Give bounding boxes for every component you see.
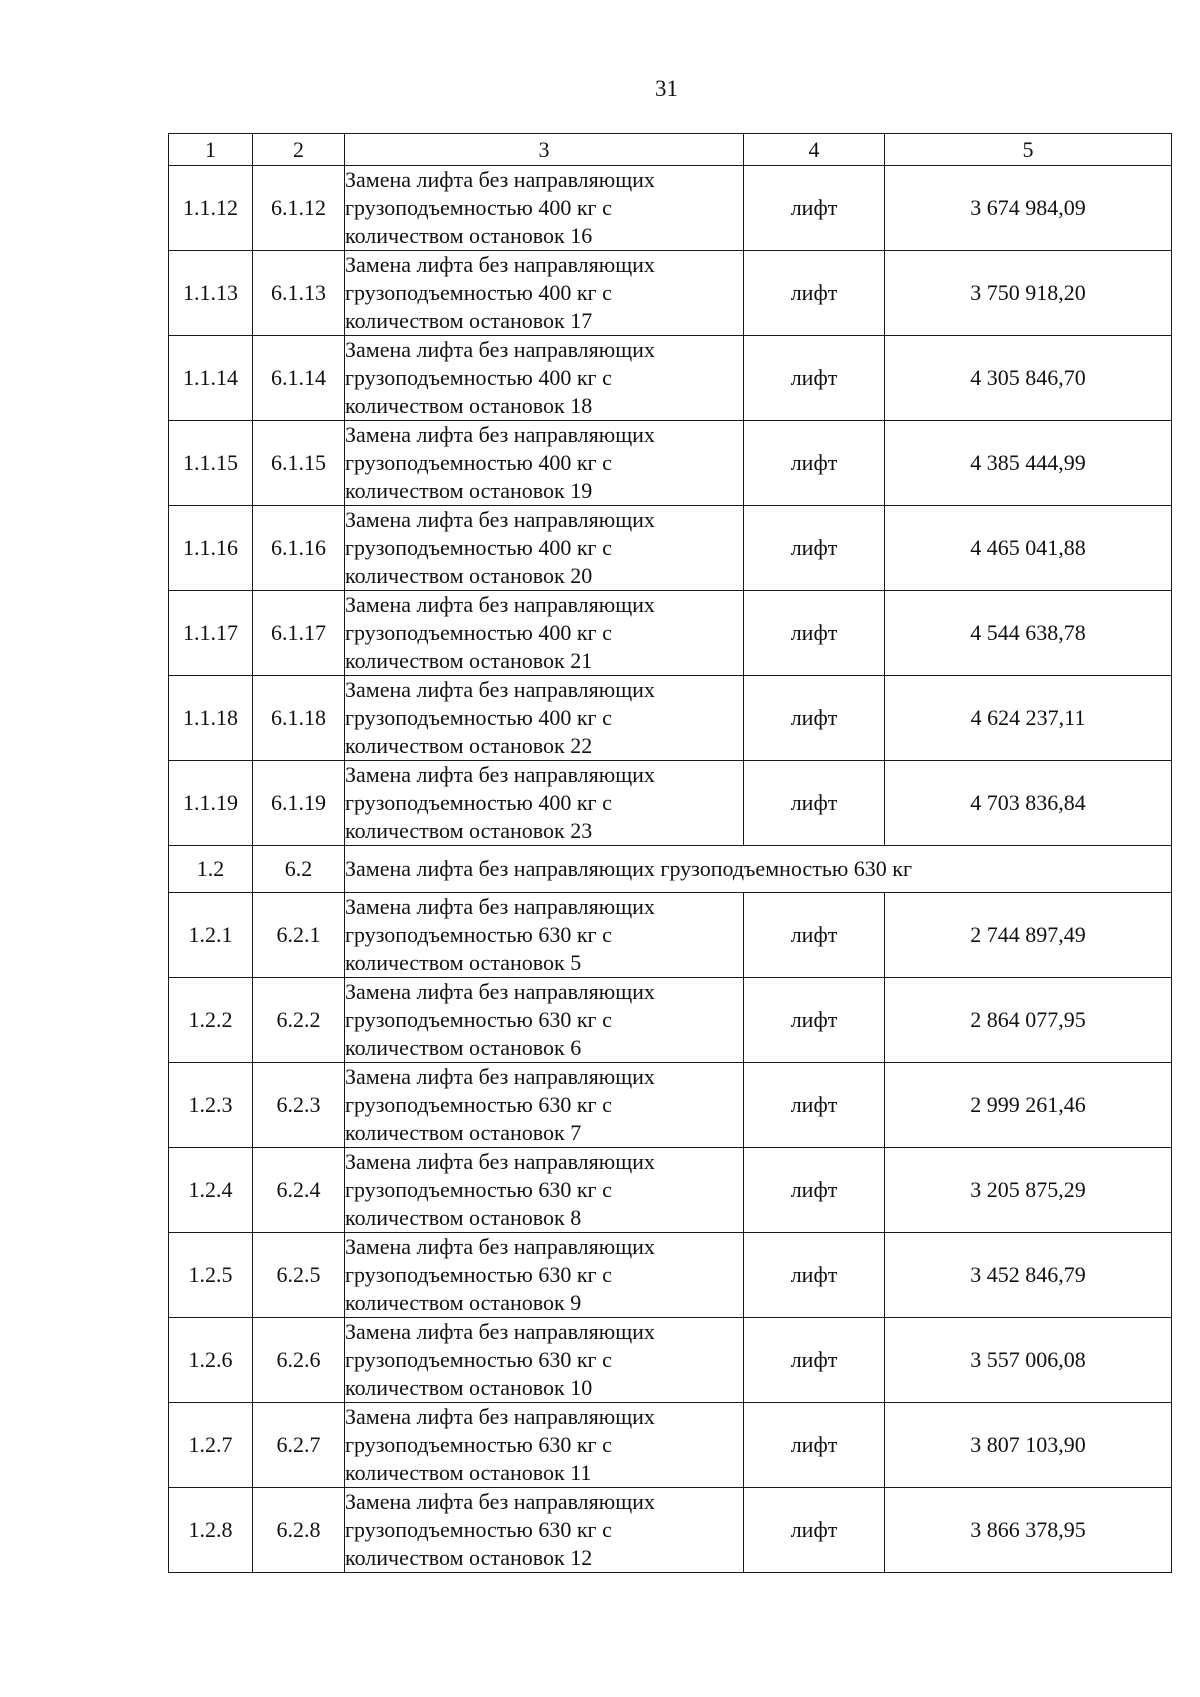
description-line: Замена лифта без направляющих <box>345 979 655 1004</box>
description-line: количеством остановок 11 <box>345 1460 592 1485</box>
description-line: Замена лифта без направляющих <box>345 592 655 617</box>
description-line: грузоподъемностью 400 кг с <box>345 450 612 475</box>
price-cell: 2 864 077,95 <box>885 978 1172 1063</box>
description-line: количеством остановок 7 <box>345 1120 582 1145</box>
price-table <box>168 133 1172 1573</box>
work-description-cell <box>345 893 744 978</box>
row-number-cell: 1.1.19 <box>169 761 253 846</box>
table-row <box>169 676 1172 761</box>
work-description-cell <box>345 166 744 251</box>
description-line: грузоподъемностью 400 кг с <box>345 280 612 305</box>
unit-cell: лифт <box>744 336 885 421</box>
row-number-cell: 1.1.13 <box>169 251 253 336</box>
price-cell: 3 452 846,79 <box>885 1233 1172 1318</box>
row-code-cell: 6.2.8 <box>253 1488 345 1573</box>
description-line: количеством остановок 17 <box>345 308 593 333</box>
unit-cell: лифт <box>744 1403 885 1488</box>
price-cell: 4 544 638,78 <box>885 591 1172 676</box>
description-line: Замена лифта без направляющих <box>345 762 655 787</box>
table-row <box>169 166 1172 251</box>
price-cell: 4 305 846,70 <box>885 336 1172 421</box>
description-line: количеством остановок 10 <box>345 1375 593 1400</box>
work-description-cell <box>345 1063 744 1148</box>
row-number-cell: 1.2.4 <box>169 1148 253 1233</box>
description-line: количеством остановок 20 <box>345 563 593 588</box>
row-number-cell: 1.1.18 <box>169 676 253 761</box>
table-row <box>169 978 1172 1063</box>
description-line: Замена лифта без направляющих <box>345 1064 655 1089</box>
description-line: грузоподъемностью 630 кг с <box>345 1007 612 1032</box>
row-code-cell: 6.2.7 <box>253 1403 345 1488</box>
price-cell: 3 557 006,08 <box>885 1318 1172 1403</box>
unit-cell: лифт <box>744 166 885 251</box>
row-number-cell: 1.2.3 <box>169 1063 253 1148</box>
description-line: грузоподъемностью 630 кг с <box>345 1517 612 1542</box>
table-row <box>169 1403 1172 1488</box>
price-cell: 3 807 103,90 <box>885 1403 1172 1488</box>
row-number-cell: 1.2.7 <box>169 1403 253 1488</box>
table-row <box>169 761 1172 846</box>
table-row <box>169 1318 1172 1403</box>
row-number-cell: 1.2 <box>169 846 253 893</box>
row-number-cell: 1.1.15 <box>169 421 253 506</box>
row-code-cell: 6.2.5 <box>253 1233 345 1318</box>
description-line: количеством остановок 19 <box>345 478 593 503</box>
description-line: грузоподъемностью 630 кг с <box>345 922 612 947</box>
work-description-cell <box>345 761 744 846</box>
unit-cell: лифт <box>744 251 885 336</box>
row-number-cell: 1.1.12 <box>169 166 253 251</box>
row-number-cell: 1.2.5 <box>169 1233 253 1318</box>
description-line: количеством остановок 18 <box>345 393 593 418</box>
work-description-cell <box>345 251 744 336</box>
description-line: Замена лифта без направляющих <box>345 252 655 277</box>
work-description-cell <box>345 591 744 676</box>
work-description-cell <box>345 978 744 1063</box>
description-line: грузоподъемностью 400 кг с <box>345 620 612 645</box>
unit-cell: лифт <box>744 1063 885 1148</box>
table-header-row <box>169 134 1172 166</box>
description-line: грузоподъемностью 400 кг с <box>345 365 612 390</box>
description-line: грузоподъемностью 400 кг с <box>345 790 612 815</box>
table-group-row <box>169 846 1172 893</box>
unit-cell: лифт <box>744 761 885 846</box>
description-line: количеством остановок 22 <box>345 733 593 758</box>
price-cell: 3 750 918,20 <box>885 251 1172 336</box>
row-code-cell: 6.1.16 <box>253 506 345 591</box>
work-description-cell <box>345 676 744 761</box>
row-code-cell: 6.1.13 <box>253 251 345 336</box>
description-line: Замена лифта без направляющих <box>345 507 655 532</box>
row-code-cell: 6.2.2 <box>253 978 345 1063</box>
description-line: Замена лифта без направляющих <box>345 422 655 447</box>
description-line: количеством остановок 9 <box>345 1290 582 1315</box>
row-code-cell: 6.1.17 <box>253 591 345 676</box>
price-cell: 3 866 378,95 <box>885 1488 1172 1573</box>
unit-cell: лифт <box>744 591 885 676</box>
price-cell: 3 674 984,09 <box>885 166 1172 251</box>
description-line: грузоподъемностью 630 кг с <box>345 1347 612 1372</box>
unit-cell: лифт <box>744 1148 885 1233</box>
row-code-cell: 6.2.3 <box>253 1063 345 1148</box>
price-cell: 2 744 897,49 <box>885 893 1172 978</box>
description-line: грузоподъемностью 630 кг с <box>345 1262 612 1287</box>
price-cell: 3 205 875,29 <box>885 1148 1172 1233</box>
description-line: количеством остановок 5 <box>345 950 582 975</box>
work-description-cell <box>345 421 744 506</box>
description-line: Замена лифта без направляющих <box>345 1489 655 1514</box>
row-number-cell: 1.1.14 <box>169 336 253 421</box>
row-code-cell: 6.1.15 <box>253 421 345 506</box>
price-cell: 4 703 836,84 <box>885 761 1172 846</box>
header-cell-1: 1 <box>169 134 253 166</box>
table-row <box>169 1488 1172 1573</box>
price-cell: 4 624 237,11 <box>885 676 1172 761</box>
header-cell-5: 5 <box>885 134 1172 166</box>
work-description-cell <box>345 1318 744 1403</box>
price-cell: 4 385 444,99 <box>885 421 1172 506</box>
table-row <box>169 421 1172 506</box>
row-code-cell: 6.2.6 <box>253 1318 345 1403</box>
table-row <box>169 1148 1172 1233</box>
price-cell: 2 999 261,46 <box>885 1063 1172 1148</box>
description-line: количеством остановок 12 <box>345 1545 593 1570</box>
header-cell-4: 4 <box>744 134 885 166</box>
unit-cell: лифт <box>744 978 885 1063</box>
page-number: 31 <box>655 76 678 101</box>
description-line: грузоподъемностью 630 кг с <box>345 1177 612 1202</box>
row-number-cell: 1.1.16 <box>169 506 253 591</box>
unit-cell: лифт <box>744 506 885 591</box>
work-description-cell <box>345 1403 744 1488</box>
description-line: количеством остановок 23 <box>345 818 593 843</box>
row-code-cell: 6.2.4 <box>253 1148 345 1233</box>
table-row <box>169 1063 1172 1148</box>
unit-cell: лифт <box>744 893 885 978</box>
unit-cell: лифт <box>744 421 885 506</box>
unit-cell: лифт <box>744 1233 885 1318</box>
row-code-cell: 6.1.14 <box>253 336 345 421</box>
description-line: количеством остановок 6 <box>345 1035 582 1060</box>
header-cell-3: 3 <box>345 134 744 166</box>
table-body <box>169 134 1172 1573</box>
row-number-cell: 1.2.1 <box>169 893 253 978</box>
header-cell-2: 2 <box>253 134 345 166</box>
unit-cell: лифт <box>744 1488 885 1573</box>
table-row <box>169 336 1172 421</box>
description-line: грузоподъемностью 400 кг с <box>345 195 612 220</box>
work-description-cell <box>345 506 744 591</box>
row-code-cell: 6.2 <box>253 846 345 893</box>
description-line: грузоподъемностью 630 кг с <box>345 1432 612 1457</box>
work-description-cell <box>345 1233 744 1318</box>
row-number-cell: 1.1.17 <box>169 591 253 676</box>
row-number-cell: 1.2.6 <box>169 1318 253 1403</box>
work-description-cell <box>345 336 744 421</box>
table-row <box>169 591 1172 676</box>
unit-cell: лифт <box>744 1318 885 1403</box>
work-description-cell <box>345 1148 744 1233</box>
group-title-cell: Замена лифта без направляющих грузоподъемностью 630 кг <box>345 846 1172 893</box>
description-line: Замена лифта без направляющих <box>345 1234 655 1259</box>
table-row <box>169 1233 1172 1318</box>
row-code-cell: 6.1.12 <box>253 166 345 251</box>
description-line: Замена лифта без направляющих <box>345 337 655 362</box>
description-line: количеством остановок 21 <box>345 648 593 673</box>
work-description-cell <box>345 1488 744 1573</box>
description-line: Замена лифта без направляющих <box>345 167 655 192</box>
description-line: грузоподъемностью 400 кг с <box>345 705 612 730</box>
price-cell: 4 465 041,88 <box>885 506 1172 591</box>
table-row <box>169 893 1172 978</box>
description-line: количеством остановок 16 <box>345 223 593 248</box>
row-code-cell: 6.2.1 <box>253 893 345 978</box>
description-line: грузоподъемностью 630 кг с <box>345 1092 612 1117</box>
description-line: Замена лифта без направляющих <box>345 1319 655 1344</box>
unit-cell: лифт <box>744 676 885 761</box>
row-code-cell: 6.1.19 <box>253 761 345 846</box>
description-line: Замена лифта без направляющих <box>345 677 655 702</box>
description-line: Замена лифта без направляющих <box>345 1404 655 1429</box>
description-line: Замена лифта без направляющих <box>345 894 655 919</box>
table-row <box>169 506 1172 591</box>
row-number-cell: 1.2.2 <box>169 978 253 1063</box>
description-line: Замена лифта без направляющих <box>345 1149 655 1174</box>
row-number-cell: 1.2.8 <box>169 1488 253 1573</box>
description-line: грузоподъемностью 400 кг с <box>345 535 612 560</box>
description-line: количеством остановок 8 <box>345 1205 582 1230</box>
table-row <box>169 251 1172 336</box>
row-code-cell: 6.1.18 <box>253 676 345 761</box>
